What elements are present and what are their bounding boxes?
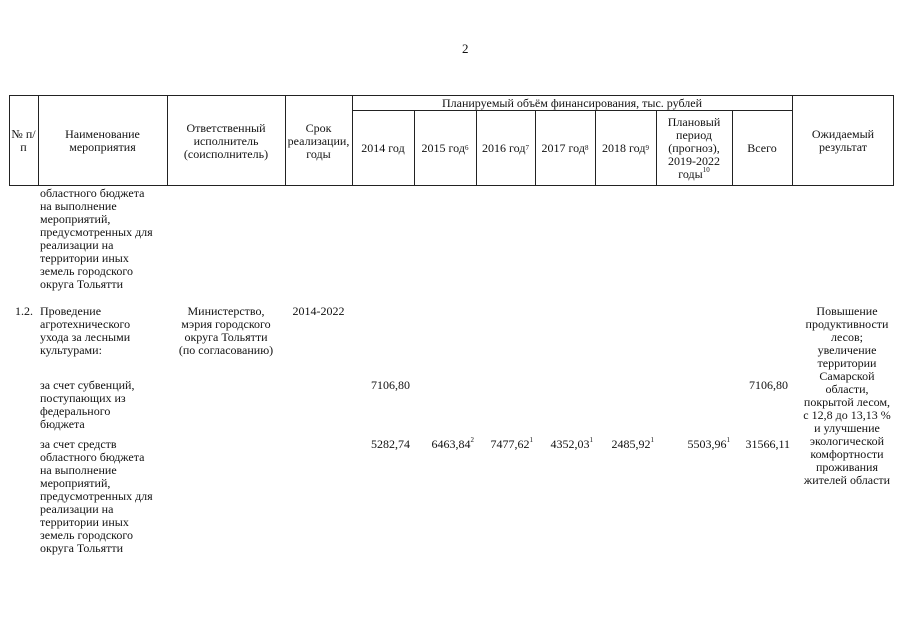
row-number: 1.2.: [15, 304, 33, 318]
expected-result: Повышение продуктивности лесов; увеличение территории Самарской области, покрытой лесом, с 12,8 до 13,13 % и улучшение экологической комфортности проживания жителей области: [803, 304, 891, 487]
header-2018: 2018 год $^9$: [602, 141, 649, 155]
responsible-executor: Министерство, мэрия городского округа Тольятти (по согласованию): [178, 304, 274, 357]
regional-budget-label: за счет средств областного бюджета на выполнение мероприятий, предусмотренных для реализации на территории иных земель городского округа Тольятти: [40, 437, 153, 555]
regional-2015-value: 6463,84$^2$: [431, 436, 474, 451]
regional-2018-value: 2485,92$^1$: [611, 436, 654, 451]
activity-name: Проведение агротехнического ухода за лесными культурами:: [40, 304, 131, 357]
header-result: Ожидаемый результат: [811, 127, 875, 154]
page-number: 2: [462, 41, 469, 56]
header-funding: Планируемый объём финансирования, тыс. рублей: [441, 95, 702, 110]
header-2014: 2014 год: [361, 141, 405, 155]
header-term: Срок реализации, годы: [287, 120, 350, 161]
regional-total-value: 31566,11: [745, 437, 790, 451]
federal-total-value: 7106,80: [749, 378, 788, 392]
federal-2014-value: 7106,80: [371, 378, 410, 392]
header-2016: 2016 год $^7$: [482, 141, 529, 155]
implementation-term: 2014-2022: [292, 304, 345, 318]
regional-2016-value: 7477,62$^1$: [490, 436, 533, 451]
header-2015: 2015 год $^6$: [421, 141, 469, 155]
header-2017: 2017 год $^8$: [541, 141, 589, 155]
federal-subvention-label: за счет субвенций, поступающих из федерального бюджета: [40, 378, 135, 431]
header-planned: Плановый период (прогноз), 2019-2022 годы$^{10}$: [667, 115, 721, 181]
continuation-text: областного бюджета на выполнение мероприятий, предусмотренных для реализации на территории иных земель городского округа Тольятти: [40, 186, 153, 291]
regional-2014-value: 5282,74: [371, 437, 410, 451]
regional-planned-value: 5503,96$^1$: [687, 436, 730, 451]
header-responsible: Ответственный исполнитель (соисполнитель): [183, 120, 269, 161]
regional-2017-value: 4352,03$^1$: [550, 436, 593, 451]
header-num: № п/п: [11, 127, 36, 154]
header-name: Наименование мероприятия: [65, 127, 140, 154]
header-total: Всего: [747, 141, 777, 155]
